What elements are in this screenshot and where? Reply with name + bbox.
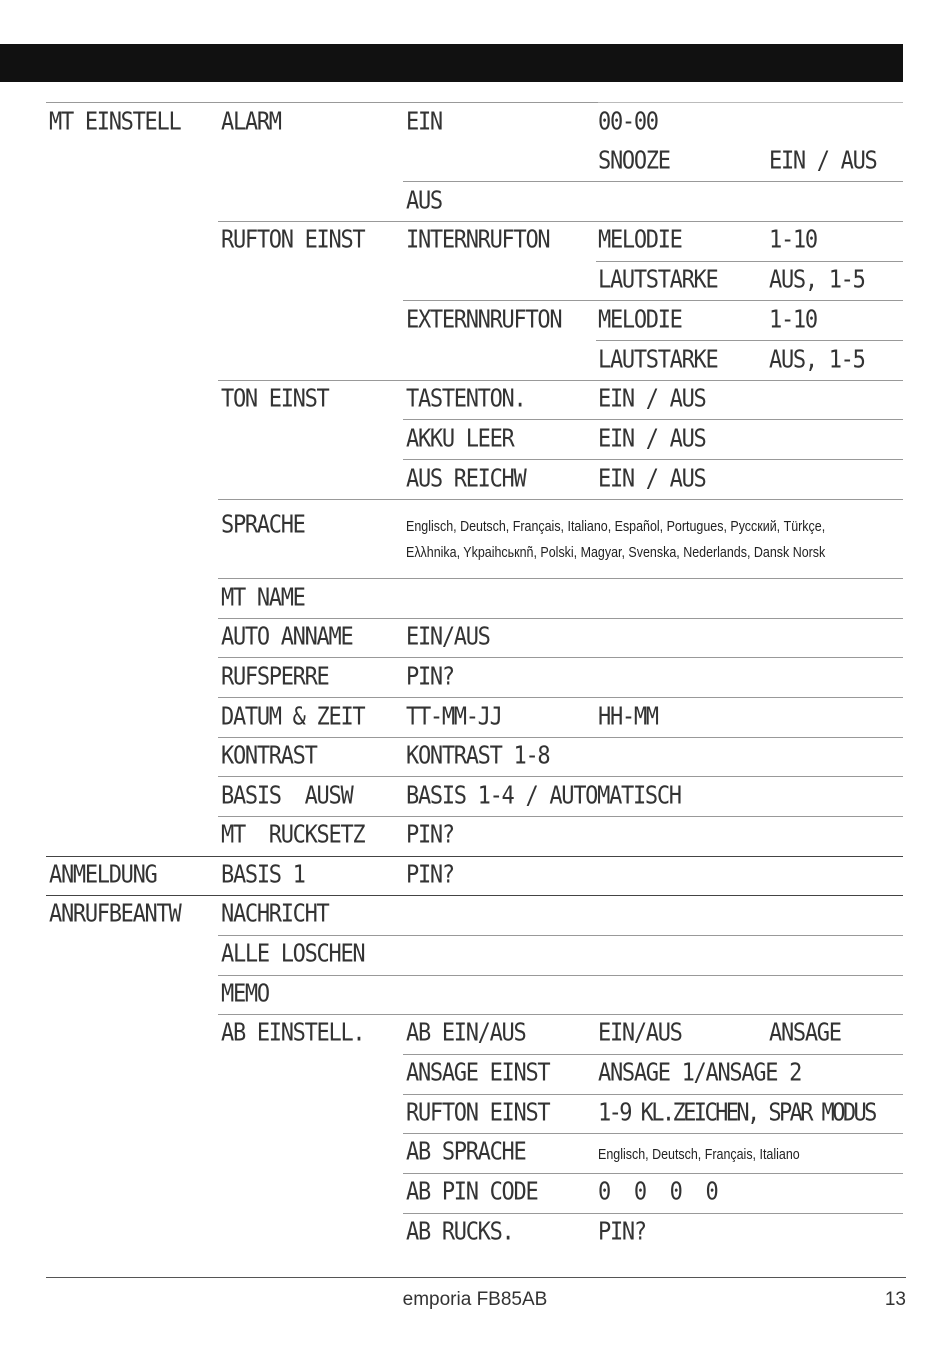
menu-rufsperre: RUFSPERRE (221, 663, 329, 692)
ab-pin-code: AB PIN CODE (406, 1178, 538, 1207)
row-divider (598, 102, 903, 103)
ab-pin-value: 0 0 0 0 (598, 1178, 718, 1207)
datum-time: HH-MM (598, 703, 658, 732)
rufton-intern-lautstarke-range: AUS, 1-5 (769, 266, 865, 295)
ton-reichw: AUS REICHW (406, 465, 526, 494)
row-divider (218, 499, 903, 500)
row-divider (218, 1014, 903, 1015)
footer-divider (46, 1277, 906, 1278)
rufton-extern-melodie-range: 1-10 (769, 306, 817, 335)
row-divider (403, 181, 903, 182)
row-divider (403, 300, 903, 301)
row-divider (403, 1173, 903, 1174)
menu-mt-einstell: MT EINSTELL (49, 108, 181, 137)
ton-reichw-value: EIN / AUS (598, 465, 706, 494)
ab-rufton-einst: RUFTON EINST (406, 1099, 550, 1128)
ab-sprache: AB SPRACHE (406, 1138, 526, 1167)
menu-auto-anname: AUTO ANNAME (221, 623, 353, 652)
menu-datum-zeit: DATUM & ZEIT (221, 703, 365, 732)
menu-anmeldung: ANMELDUNG (49, 861, 157, 890)
sprache-languages-line2: Ελλhnika, Ykpaihcькnñ, Polski, Magyar, Svenska, Nederlands, Dansk Norsk (406, 545, 826, 561)
rufton-extern: EXTERNNRUFTON (406, 306, 562, 335)
row-divider (218, 776, 903, 777)
menu-anrufbeantw: ANRUFBEANTW (49, 900, 181, 929)
row-divider (218, 657, 903, 658)
header-bar (0, 44, 903, 82)
menu-basis-ausw: BASIS AUSW (221, 782, 353, 811)
row-divider (403, 459, 903, 460)
section-divider (46, 895, 903, 896)
menu-alarm: ALARM (221, 108, 281, 137)
row-divider (218, 737, 903, 738)
row-divider (596, 340, 903, 341)
menu-kontrast: KONTRAST (221, 742, 317, 771)
menu-mt-rucksetz: MT RUCKSETZ (221, 821, 365, 850)
rufton-intern-lautstarke: LAUTSTARKE (598, 266, 718, 295)
menu-ab-einstell: AB EINSTELL. (221, 1019, 365, 1048)
ton-tastenton: TASTENTON. (406, 385, 526, 414)
ab-rufton-value: 1-9 KL.ZEICHEN, SPAR MODUS (598, 1099, 875, 1128)
menu-nachricht: NACHRICHT (221, 900, 329, 929)
rufton-intern-melodie: MELODIE (598, 226, 682, 255)
row-divider (218, 816, 903, 817)
row-divider (596, 261, 903, 262)
ab-rucks: AB RUCKS. (406, 1218, 514, 1247)
basis-ausw-value: BASIS 1-4 / AUTOMATISCH (406, 782, 681, 811)
section-divider (46, 856, 903, 857)
alarm-ein: EIN (406, 108, 442, 137)
ab-ein-aus-extra: ANSAGE (769, 1019, 841, 1048)
menu-alle-loschen: ALLE LOSCHEN (221, 940, 365, 969)
row-divider (403, 1054, 903, 1055)
page-number: 13 (884, 1289, 906, 1310)
row-divider (218, 618, 903, 619)
datum-date: TT-MM-JJ (406, 703, 502, 732)
footer-title: emporia FB85AB (402, 1289, 548, 1310)
ton-tastenton-value: EIN / AUS (598, 385, 706, 414)
ab-ansage-einst: ANSAGE EINST (406, 1059, 550, 1088)
row-divider (46, 102, 598, 103)
menu-ton-einst: TON EINST (221, 385, 329, 414)
row-divider (218, 975, 903, 976)
sprache-languages-line1: Englisch, Deutsch, Français, Italiano, Español, Portugues, Русский, Türkçe, (406, 519, 826, 535)
menu-sprache: SPRACHE (221, 511, 305, 540)
auto-anname-value: EIN/AUS (406, 623, 490, 652)
row-divider (218, 697, 903, 698)
alarm-snooze-value: EIN / AUS (769, 147, 877, 176)
menu-mt-name: MT NAME (221, 584, 305, 613)
row-divider (403, 1133, 903, 1134)
row-divider (218, 935, 903, 936)
rufton-intern-melodie-range: 1-10 (769, 226, 817, 255)
anmeldung-basis: BASIS 1 (221, 861, 305, 890)
row-divider (218, 221, 903, 222)
ton-akku-value: EIN / AUS (598, 425, 706, 454)
ab-ein-aus-value: EIN/AUS (598, 1019, 682, 1048)
rufton-extern-lautstarke-range: AUS, 1-5 (769, 346, 865, 375)
menu-memo: MEMO (221, 980, 269, 1009)
menu-rufton-einst: RUFTON EINST (221, 226, 365, 255)
ab-rucks-value: PIN? (598, 1218, 646, 1247)
alarm-time: 00-00 (598, 108, 658, 137)
row-divider (403, 1213, 903, 1214)
row-divider (403, 1094, 903, 1095)
row-divider (218, 380, 903, 381)
kontrast-value: KONTRAST 1-8 (406, 742, 550, 771)
row-divider (403, 419, 903, 420)
ab-sprache-value: Englisch, Deutsch, Français, Italiano (598, 1147, 800, 1163)
rufton-extern-melodie: MELODIE (598, 306, 682, 335)
anmeldung-value: PIN? (406, 861, 454, 890)
rufton-intern: INTERNRUFTON (406, 226, 550, 255)
alarm-snooze: SNOOZE (598, 147, 670, 176)
rufsperre-value: PIN? (406, 663, 454, 692)
ton-akku: AKKU LEER (406, 425, 514, 454)
ab-ein-aus: AB EIN/AUS (406, 1019, 526, 1048)
rufton-extern-lautstarke: LAUTSTARKE (598, 346, 718, 375)
mt-rucksetz-value: PIN? (406, 821, 454, 850)
ab-ansage-value: ANSAGE 1/ANSAGE 2 (598, 1059, 802, 1088)
alarm-aus: AUS (406, 187, 442, 216)
row-divider (218, 578, 903, 579)
